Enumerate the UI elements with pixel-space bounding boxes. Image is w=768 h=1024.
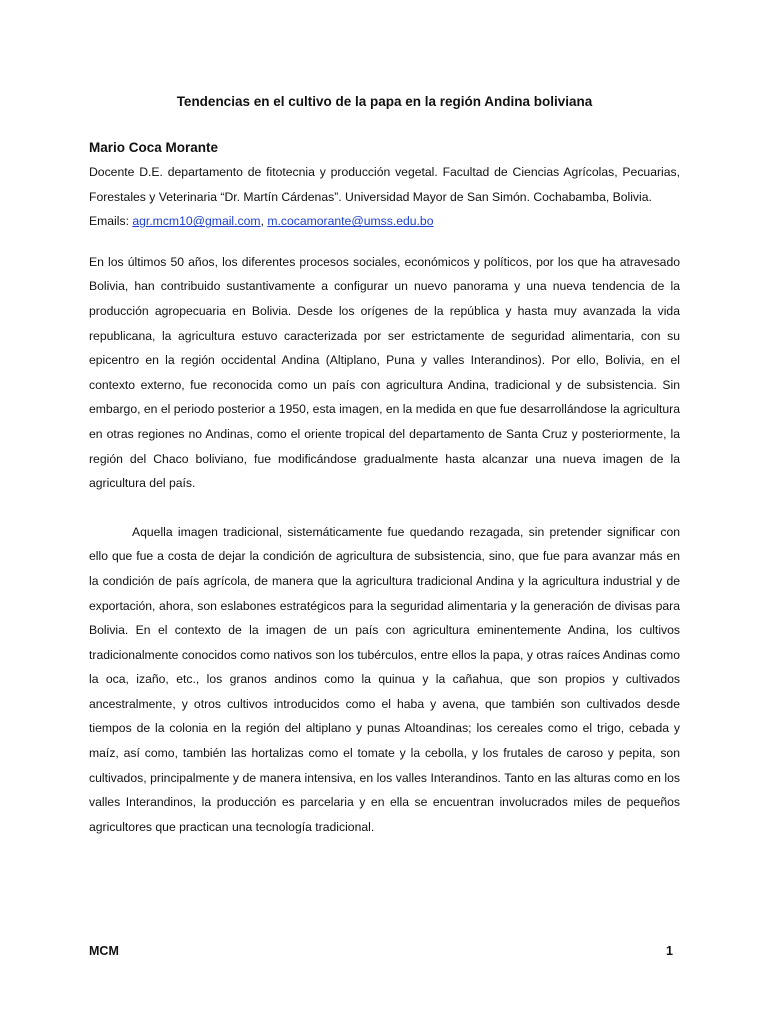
author-emails: [89, 209, 680, 234]
paragraph-1: En los últimos 50 años, los diferentes procesos sociales, económicos y políticos, por los que ha atravesado Bolivia, han contribuido sustantivamente a configurar un nuevo panorama y una nueva tendencia de la producción agropecuaria en Bolivia. Desde los orígenes de la república y hasta muy avanzada la vida republicana, la agricultura estuvo caracterizada por ser estrictamente de seguridad alimentaria, con su epicentro en la región occidental Andina (Altiplano, Puna y valles Interandinos). Por ello, Bolivia, en el contexto externo, fue reconocida como un país con agricultura Andina, tradicional y de subsistencia. Sin embargo, en el periodo posterior a 1950, esta imagen, en la medida en que fue desarrollándose la agricultura en otras regiones no Andinas, como el oriente tropical del departamento de Santa Cruz y posteriormente, la región del Chaco boliviano, fue modificándose gradualmente hasta alcanzar una nueva imagen de la agricultura del país.: [89, 254, 680, 491]
footer-initials: MCM: [89, 944, 119, 958]
email-separator: ,: [260, 214, 264, 229]
paragraph-2: Aquella imagen tradicional, sistemáticamente fue quedando rezagada, sin pretender significar con ello que fue a costa de dejar la condición de agricultura de subsistencia, sino, que fue para avanzar más en la condición de país agrícola, de manera que la agricultura tradicional Andina y la agricultura industrial y de exportación, ahora, son eslabones estratégicos para la seguridad alimentaria y la generación de divisas para Bolivia. En el contexto de la imagen de un país con agricultura eminentemente Andina, los cultivos tradicionalmente conocidos como nativos son los tubérculos, entre ellos la papa, y otras raíces Andinas como la oca, izaño, etc., los granos andinos como la quinua y la cañahua, que son propios y cultivados ancestralmente, y otros cultivos introducidos como el haba y avena, que también son cultivados desde tiempos de la colonia en la región del altiplano y punas Altoandinas; los cereales como el trigo, cebada y maíz, así como, también las hortalizas como el tomate y la cebolla, y los frutales de caroso y pepita, son cultivados, principalmente y de manera intensiva, en los valles Interandinos. Tanto en las alturas como en los valles Interandinos, la producción es parcelaria y en ella se encuentran involucrados miles de pequeños agricultores que practican una tecnología tradicional.: [89, 524, 680, 834]
document-body: [89, 93, 680, 863]
author-name: Mario Coca Morante: [89, 140, 219, 155]
email-link-2[interactable]: m.cocamorante@umss.edu.bo: [267, 214, 434, 229]
emails-label: Emails:: [89, 214, 129, 229]
author-affiliation: Docente D.E. departamento de fitotecnia y producción vegetal. Facultad de Ciencias Agrícolas, Pecuarias, Forestales y Veterinaria “Dr. Martín Cárdenas”. Universidad Mayor de San Simón. Cochabamba, Bolivia.: [89, 165, 680, 204]
document-title: Tendencias en el cultivo de la papa en la región Andina boliviana: [176, 94, 593, 109]
email-link-1[interactable]: agr.mcm10@gmail.com: [132, 214, 261, 229]
page-number: 1: [666, 944, 673, 958]
